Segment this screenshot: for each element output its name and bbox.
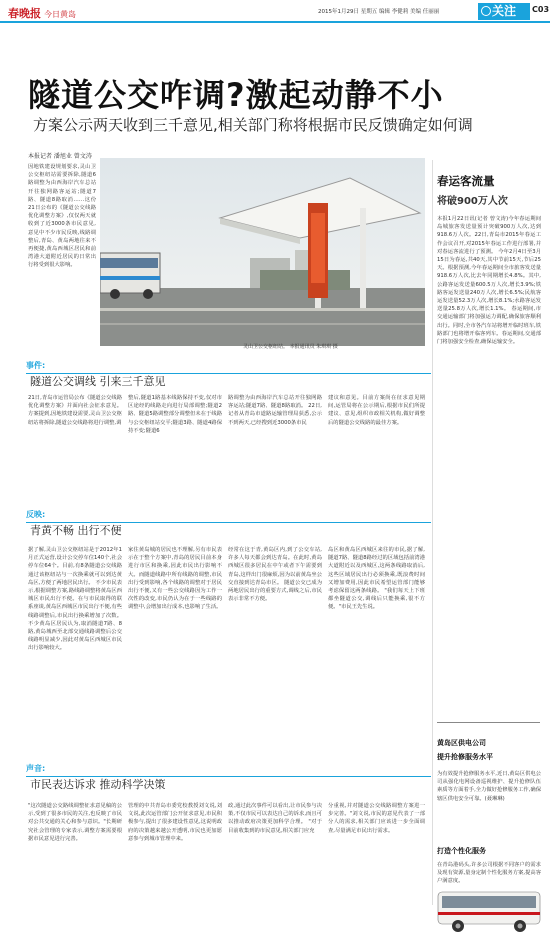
reaction-column-2: 家住黄岛城的居民也不理解,另有市民表示在于整个方案中,青岛的居民目前本身进行市区和换乘,因此市民出行影响不大。而隧道线路中所有线路的调整,市民出行受到影响,各个线路的调整对于居民出行不便,又有一些公交线路因为工作一次性的改变,市民仍认为在于一些线路的调整中,会增加出行成本,也影响了生活。 bbox=[128, 547, 222, 611]
headline: 隧道公交咋调?激起动静不小 bbox=[28, 76, 444, 114]
lead-text: 因地铁建设规划要求,灵山卫公交枢纽站需要拆除,隧道6路调整为由西海岸汽车总站开往独网路客运站;隧道7路、隧道8路取消……这份21日公布的《隧道公交线路优化调整方案》,仅仅两天就收到了近3000条市民意见,意见中不少市民反映,线路调整后,青岛、黄岛两地往来不再便捷,黄岛西城区居民和前湾港大道附近居民的日常出行将受到很大影响。 bbox=[28, 164, 96, 269]
photo-caption: 灵山卫公交枢纽站。 本报通讯员 朱琪琪 摄 bbox=[243, 344, 338, 350]
issue-info: 2015年1月29日 星期五 编辑 李健莉 美编 任丽丽 bbox=[318, 9, 440, 15]
byline: 本报记者 潘旭业 曾文涛 bbox=[28, 153, 92, 160]
circle-icon bbox=[481, 6, 491, 16]
story2-title: 黄岛区供电公司 bbox=[437, 739, 486, 747]
story1-title: 春运客流量 bbox=[437, 174, 495, 188]
bus-illustration bbox=[436, 882, 542, 934]
voice-column-4: 分重视,并对隧道公交线路调整方案进一步完善。"刘文说,市民的意见代表了一部分人的需求,相关部门应该进一步全面调查,尽量满足市民出行需求。 bbox=[328, 803, 425, 834]
voice-column-2: 管理的中共青岛市委党校教授刘文说,刘文说,此次运管部门公开征求意见,市民积极参与,提出了很多建设性意见,这说明政府的决策越来越公开透明,市民也更加愿意参与到城市管理中来。 bbox=[128, 803, 222, 842]
reaction-column-3: 经常在这于青,黄岛区内,到了公交车站,许多人每天都会到达青岛。在此时,黄岛西城区很多居民在中午或者下午需要到青岛,这样出门很麻烦,因为以前黄岛坐公交直接到达青岛市区。 隧道公交已成为两地居民出行的重要方式,调线之后,市民表示非常不方便。 bbox=[228, 547, 322, 603]
bus-station-photo bbox=[100, 158, 425, 346]
reaction-column-1: 据了解,灵山卫公交枢纽站是于2012年1月正式运营,设计公交停车位140个,社会停车位64个。目前,有8条隧道公交线路通过该枢纽站与一次换乘就可以到达黄岛区,方便了两地居民出行。 不少市民表示,根据调整方案,路线路调整将黄岛区西城区市民出行不便。在与市民取得的联系座谈,黄岛区西城区市民出行不便,有些线路调整后,市民出行换乘增加了次数。 不少黄岛区居民认为,取消隧道7路、8路,黄岛城西至北部交通线路调整后公交线路明显减少,因此对黄岛区西城区市民出行影响较大。 bbox=[28, 547, 122, 652]
section-heading-event: 隧道公交调线 引来三千意见 bbox=[30, 375, 166, 388]
section-label-voice: 声音: bbox=[26, 763, 431, 777]
newspaper-logo: 春晚报 今日黄岛 bbox=[8, 7, 76, 20]
voice-column-3: 政,通过此次事件可以看出,让市民参与决策,不仅市民可以表达自己的诉求,而且可以推动政府决策更加科学合理。 "对于目前收集到的市民意见,相关部门应充 bbox=[228, 803, 322, 834]
page-header bbox=[0, 0, 550, 22]
event-column-2: 整后,隧道1路基本线路保持不变,仅对市区途经的线路走向进行局部调整;隧道2路、隧道5路调整部分调整但未在于线路与公交枢纽站交平;隧道3路、隧道4路保持不变;隧道6 bbox=[128, 395, 222, 434]
voice-column-1: "这次隧道公交路线调整征求意见稿的公示,受到了很多市民的关注,也反映了市民对公共交通的关心和参与意识。"长期研究社会管理的专家表示,调整方案需要根据市民意见进行完善。 bbox=[28, 803, 122, 842]
story-divider bbox=[437, 722, 540, 723]
story1-text: 本报1月22日讯(记者 曾文涛)今年春运期间岛城旅客发送量预计突破900万人次,达到918.6万人次。22日,青岛市2015年春运工作会议召开,对2015年春运工作进行部署,并对春运客流进行了预测。 今年2月4日至3月15日为春运,共40天,其中节前15天,节后25天。根据预测,今年春运期间全市旅客发送量918.6万人次,比去年同期增长4.8%。其中,公路客运发送量600.5万人次,增长3.9%;铁路客运发送量240万人次,增长6.5%;民航客运发送量52.3万人次,增长8.1%;水路客运发送量25.8万人次,增长1.1%。 春运期间,市交通运输部门将加强运力调配,确保旅客顺利出行。同时,全市各汽车站将增开临时班车,铁路部门也将增开临客列车。春运期间,交通部门将加强安全检查,确保运输安全。 bbox=[437, 216, 541, 346]
news-photo bbox=[100, 158, 425, 346]
column-divider bbox=[432, 160, 433, 905]
section-name: 今日黄岛 bbox=[44, 10, 76, 19]
story3-title: 打造个性化服务 bbox=[437, 847, 486, 855]
subheadline: 方案公示两天收到三千意见,相关部门称将根据市民反馈确定如何调 bbox=[33, 116, 473, 134]
section-heading-reaction: 青黄不畅 出行不便 bbox=[30, 524, 122, 537]
event-column-4: 建议和意见。目前方案尚在征求意见期间,运管局将在公示期后,根据市民们所提建议、意见,组织市政相关机构,做好调整后的隧道公交线路的最佳方案。 bbox=[328, 395, 425, 426]
reaction-column-4: 岛区和黄岛区西城区来往的市民,据了解,隧道7路、隧道8路经过的区域包括前湾港大道附近以及西城区,这两条线路取消后,这些区域居民出行必须换乘,既浪费时间又增加费用,因此市民希望运管部门能够考虑保留这两条线路。 "我们每天上下班都坐隧道公交,调线后只能换乘,很不方便。"市民王先生说。 bbox=[328, 547, 425, 611]
header-rule bbox=[0, 21, 550, 23]
story2-text: 为有效提升抢修服务水平,近日,黄岛区供电公司从强化电网设备巡视维护、提升抢修队伍素质等方面着手,全力做好抢修服务工作,确保辖区供电安全可靠。(聂琳琳) bbox=[437, 771, 541, 802]
section-label-reaction: 反映: bbox=[26, 509, 431, 523]
section-heading-voice: 市民表达诉求 推动科学决策 bbox=[30, 778, 166, 791]
event-column-3: 路调整为由西海岸汽车总站开往独网路客运站;隧道7路、隧道8路取消。 22日,记者从青岛市道路运输管理局获悉,公示不到两天,已经搜到近3000条市民 bbox=[228, 395, 322, 426]
page-number: C03 bbox=[532, 5, 550, 14]
story1-subtitle: 将破900万人次 bbox=[437, 196, 508, 207]
story2-subtitle: 提升抢修服务水平 bbox=[437, 753, 493, 761]
event-column-1: 21日,青岛市运管局公布《隧道公交线路优化调整方案》并面向社会征求意见。方案提到,因地铁建设需要,灵山卫公交枢纽站将拆除,隧道公交线路将进行调整,调 bbox=[28, 395, 122, 426]
story3-text: 在青岛港码头,许多公司根据不同客户的需求及现有资源,量身定制个性化服务方案,提高客户满意度。 bbox=[437, 862, 541, 885]
section-tag: 关注 bbox=[478, 3, 530, 20]
section-label-event: 事件: bbox=[26, 360, 431, 374]
